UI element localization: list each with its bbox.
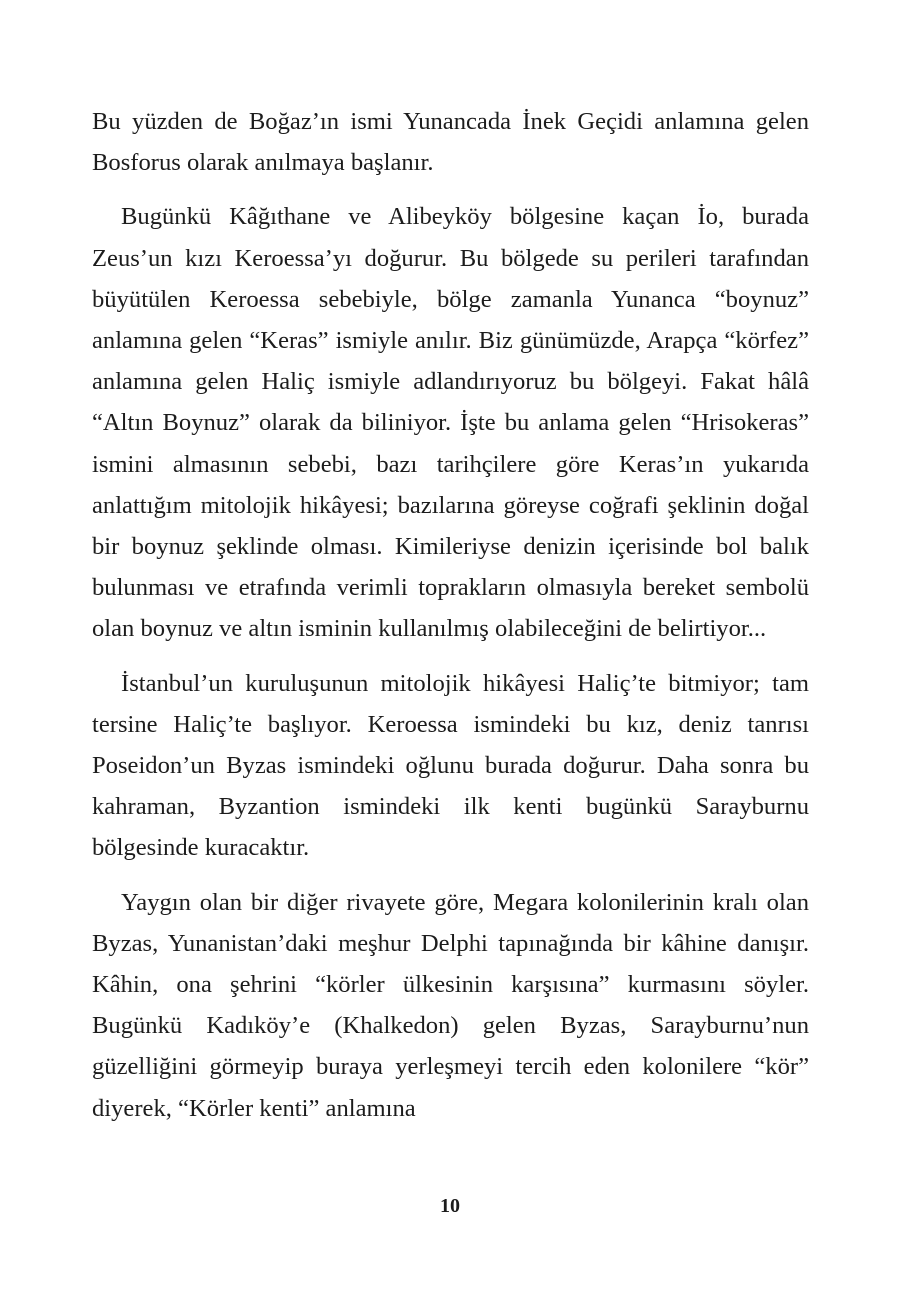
paragraph-1: Bu yüzden de Boğaz’ın ismi Yunancada İnek Geçidi anlamına gelen Bosforus olarak anılmaya başlanır.	[92, 108, 809, 177]
paragraph-3: İstanbul’un kuruluşunun mitolojik hikâyesi Haliç’te bitmiyor; tam tersine Haliç’te başlıyor. Keroessa ismindeki bu kız, deniz tanrısı Poseidon’un Byzas ismindeki oğlunu burada doğurur. Daha sonra bu kahraman, Byzantion ismindeki ilk kenti bugünkü Sarayburnu bölgesinde kuracaktır.	[92, 669, 809, 862]
body-text	[92, 101, 809, 1142]
paragraph-4: Yaygın olan bir diğer rivayete göre, Megara kolonilerinin kralı olan Byzas, Yunanistan’daki meşhur Delphi tapınağında bir kâhine danışır. Kâhin, ona şehrini “körler ülkesinin karşısına” kurmasını söyler. Bugünkü Kadıköy’e (Khalkedon) gelen Byzas, Sarayburnu’nun güzelliğini görmeyip buraya yerleşmeyi tercih eden kolonilere “kör” diyerek, “Körler kenti” anlamına	[92, 888, 809, 1122]
page-number: 10	[440, 1195, 460, 1217]
paragraph-2: Bugünkü Kâğıthane ve Alibeyköy bölgesine kaçan İo, burada Zeus’un kızı Keroessa’yı doğurur. Bu bölgede su perileri tarafından büyütülen Keroessa sebebiyle, bölge zamanla Yunanca “boynuz” anlamına gelen “Keras” ismiyle anılır. Biz günümüzde, Arapça “körfez” anlamına gelen Haliç ismiyle adlandırıyoruz bu bölgeyi. Fakat hâlâ “Altın Boynuz” olarak da biliniyor. İşte bu anlama gelen “Hrisokeras” ismini almasının sebebi, bazı tarihçilere göre Keras’ın yukarıda anlattığım mitolojik hikâyesi; bazılarına göreyse coğrafi şeklinin doğal bir boynuz şeklinde olması. Kimileriyse denizin içerisinde bol balık bulunması ve etrafında verimli toprakların olmasıyla bereket sembolü olan boynuz ve altın isminin kullanılmış olabileceğini de belirtiyor...	[92, 203, 809, 643]
